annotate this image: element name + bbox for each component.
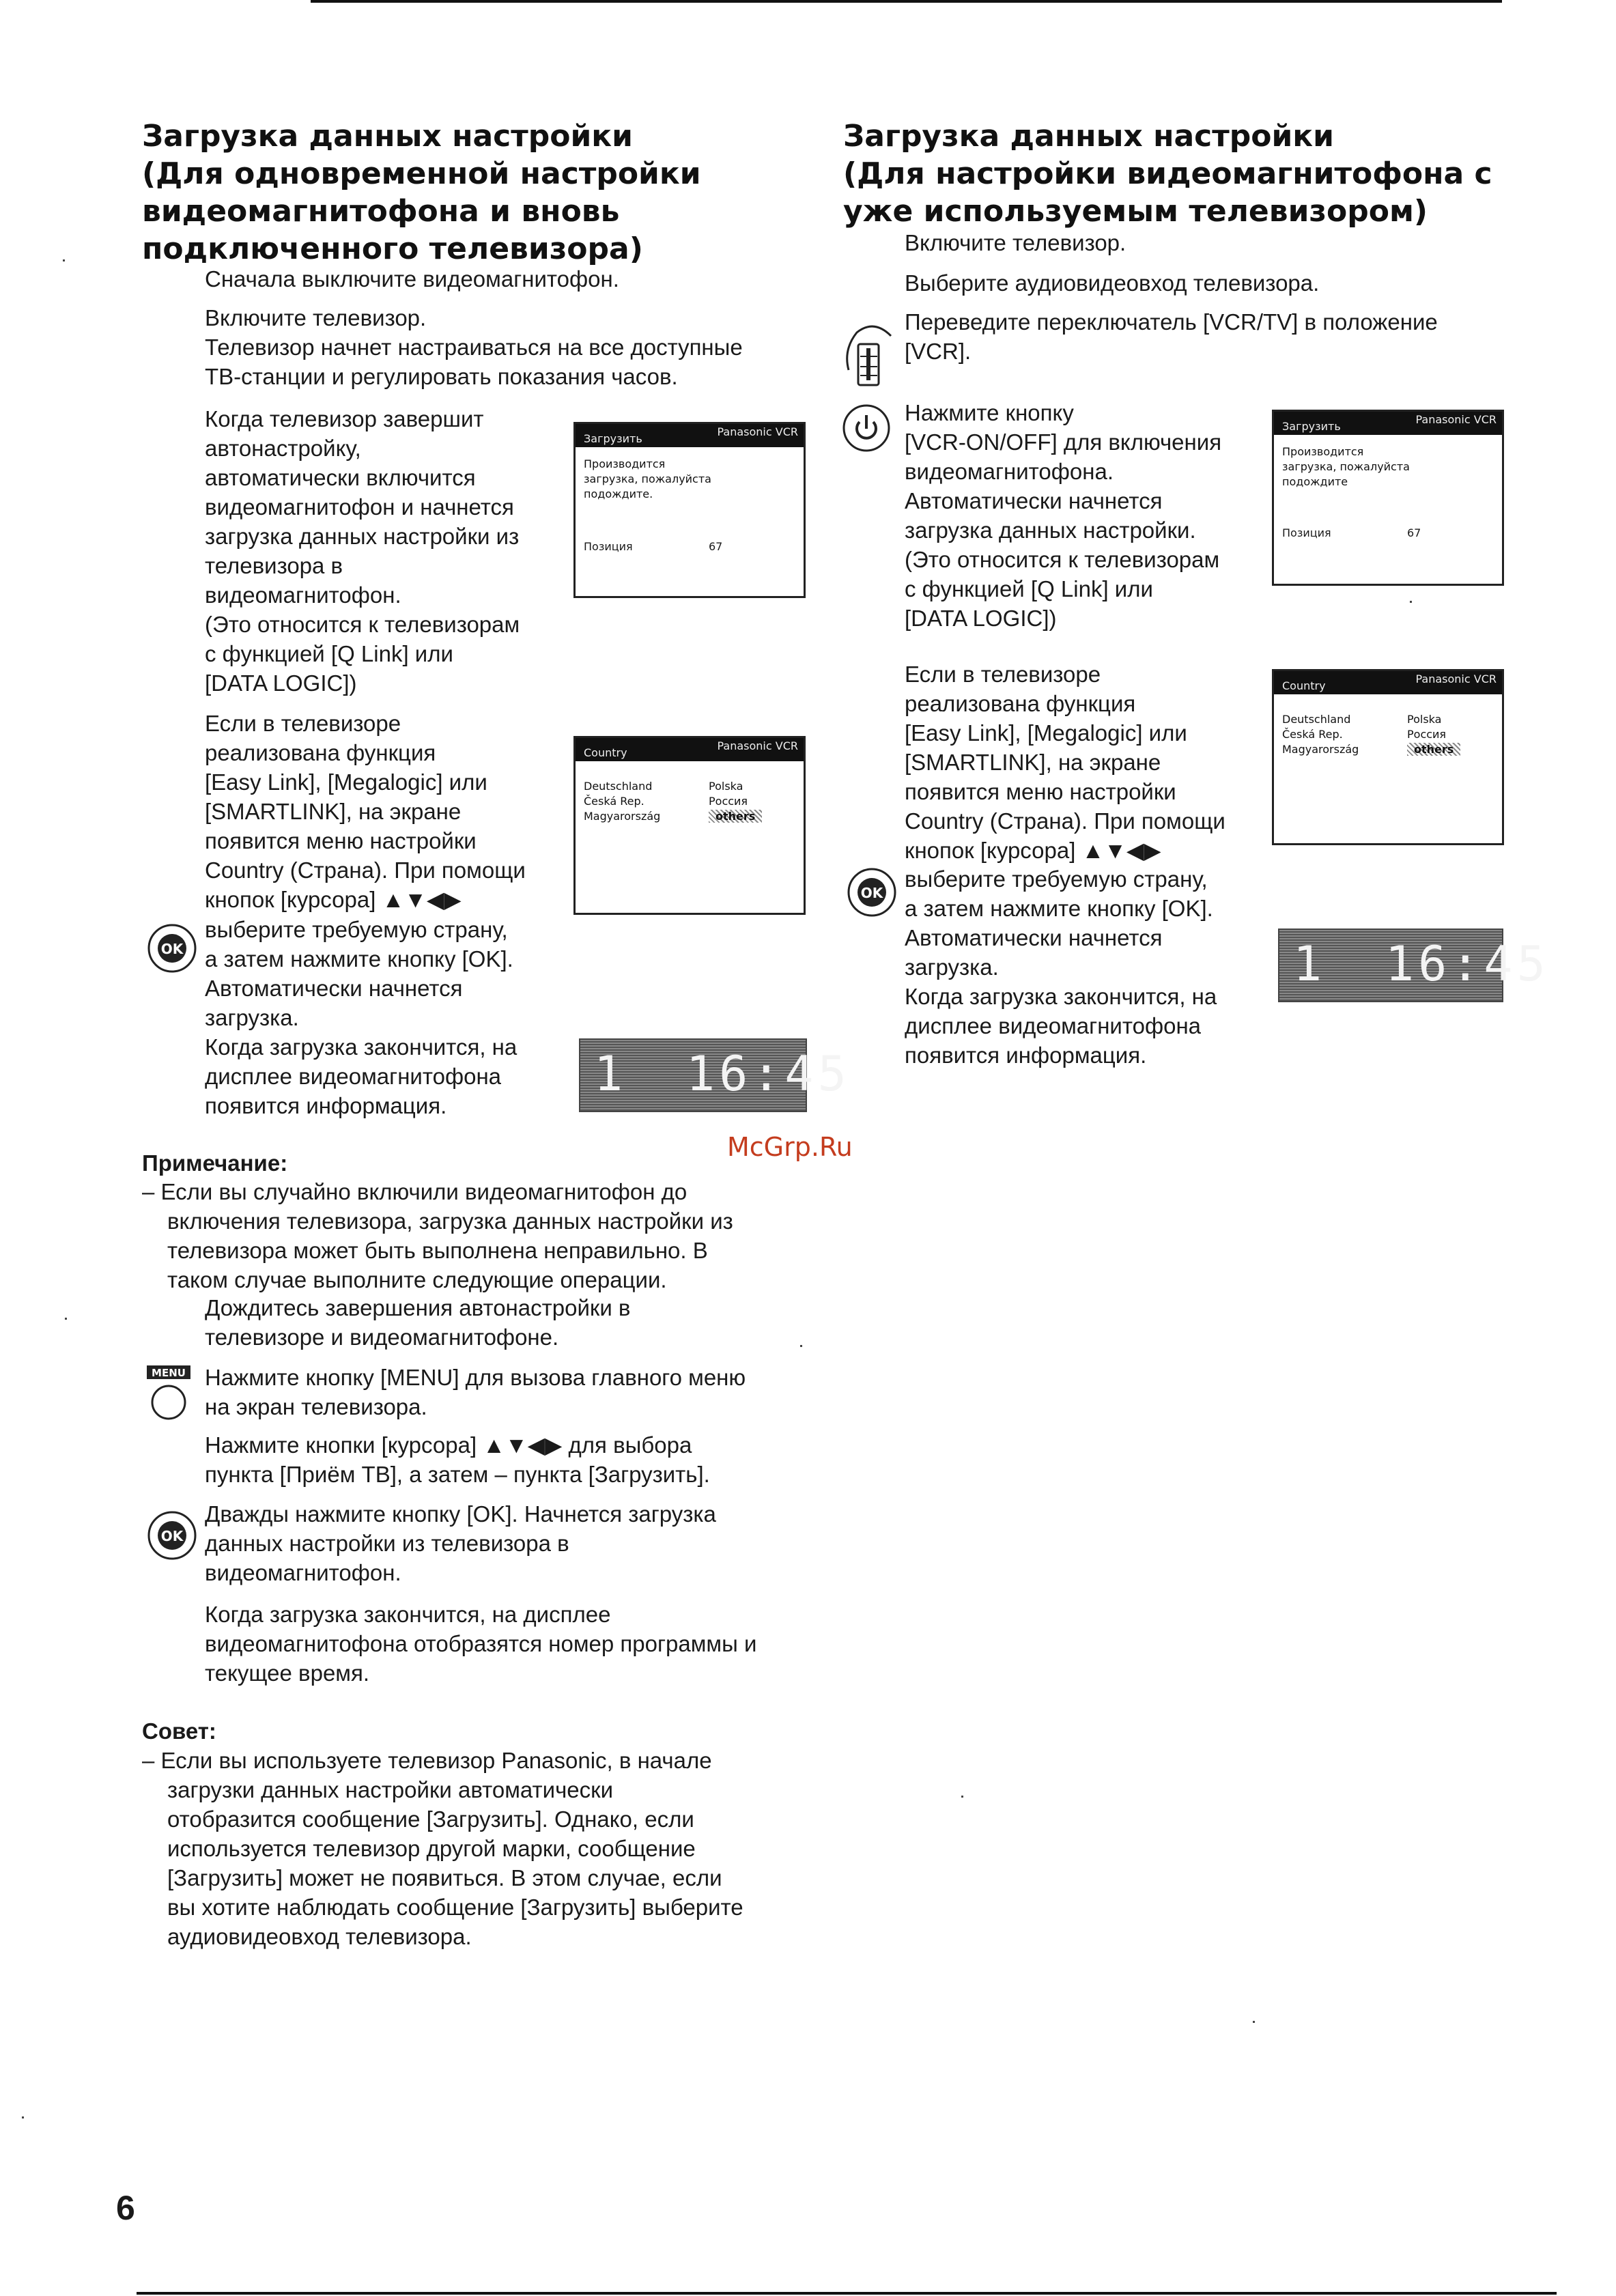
osd-brand: Panasonic VCR [717,739,798,752]
osd-brand: Panasonic VCR [717,425,798,438]
ok-button-icon [147,1510,197,1561]
page-number: 6 [116,2189,135,2227]
note-step-3: Нажмите кнопки [курсора] ▲▼◀▶ для выбора пункта [Приём ТВ], а затем – пункта [Загрузить]. [205,1432,710,1487]
left-step-4a: Если в телевизоре реализована функция [Easy Link], [Megalogic] или [SMARTLINK], на экране появится меню настройки Country (Страна). При помощи кнопок [курсора] ▲▼◀▶ [205,711,526,912]
country-item: Česká Rep. [584,795,644,808]
note-step-4: Дважды нажмите кнопку [OK]. Начнется загрузка данных настройки из телевизора в видеомагнитофон. [205,1501,716,1585]
left-step-2: Включите телевизор. Телевизор начнет настраиваться на все доступные ТВ-станции и регулировать показания часов. [205,305,743,389]
country-item: Россия [709,795,748,808]
osd-load-screen-right [1272,410,1504,586]
ok-button-icon [847,867,897,918]
bottom-rule [137,2292,1557,2295]
right-heading: Загрузка данных настройки (Для настройки видеомагнитофона с уже используемым телевизором) [843,119,1492,229]
scan-speck [800,1345,802,1347]
scan-speck [65,1318,67,1320]
osd-message: Производится загрузка, пожалуйста подождите [1282,445,1410,488]
country-item: Deutschland [1282,713,1351,726]
tip-title: Совет: [142,1718,216,1744]
vcr-display-left [579,1038,851,1112]
osd-position-value: 67 [709,540,723,553]
osd-title: Country [584,746,627,759]
right-step-2: Выберите аудиовидеовход телевизора. [905,270,1320,296]
menu-label: MENU [152,1367,186,1379]
menu-button-icon [145,1364,193,1421]
tip-bullet: – Если вы используете телевизор Panasonic, в начале загрузки данных настройки автоматически отобразится сообщение [Загрузить]. Однако, если используется телевизор другой марки, сообщение [Загрузить] может не появиться. В этом случае, если вы хотите наблюдать сообщение [Загрузить] выберите аудиовидеовход телевизора. [142,1748,743,1949]
scan-speck [63,259,65,261]
left-heading: Загрузка данных настройки (Для одновременной настройки видеомагнитофона и вновь подключенного телевизора) [142,119,701,266]
vcr-display-time: 16:45 [686,1046,851,1102]
left-step-4b: выберите требуемую страну, а затем нажмите кнопку [OK]. Автоматически начнется загрузка. Когда загрузка закончится, на дисплее видеомагнитофона появится информация. [205,917,518,1118]
country-list-col-1 [1282,712,1359,757]
country-item: Magyarország [1282,743,1359,756]
ok-label: OK [160,941,184,957]
note-step-5: Когда загрузка закончится, на дисплее видеомагнитофона отобразятся номер программы и текущее время. [205,1602,757,1686]
right-step-4: Нажмите кнопку [VCR-ON/OFF] для включения видеомагнитофона. Автоматически начнется загрузка данных настройки. (Это относится к телевизорам с функцией [Q Link] или [DATA LOGIC]) [905,400,1222,631]
vcr-tv-switch-icon [836,315,905,391]
osd-load-screen-left [573,422,806,598]
ok-label: OK [860,885,883,901]
osd-title-bar [576,738,804,761]
ok-button-icon [147,923,197,974]
power-button-icon [841,403,892,453]
osd-country-screen-right [1272,669,1504,845]
scan-speck [1253,2021,1255,2023]
country-item: Россия [1407,728,1447,741]
note-bullet: – Если вы случайно включили видеомагнитофон до включения телевизора, загрузка данных настройки из телевизора может быть выполнена неправильно. В таком случае выполните следующие операции. [142,1179,733,1292]
vcr-display-right [1278,929,1550,1002]
scan-speck [22,2116,24,2118]
country-item-selected: others [709,810,762,823]
osd-message: Производится загрузка, пожалуйста подождите. [584,457,711,500]
osd-position-label: Позиция [584,540,633,553]
osd-title-bar [1274,671,1502,694]
left-step-3: Когда телевизор завершит автонастройку, автоматически включится видеомагнитофон и начнется загрузка данных настройки из телевизора в видеомагнитофон. (Это относится к телевизорам с функцией [Q Link] или [DATA LOGIC]) [205,406,520,696]
osd-brand: Panasonic VCR [1415,413,1497,426]
note-step-1: Дождитесь завершения автонастройки в телевизоре и видеомагнитофоне. [205,1295,631,1350]
watermark: McGrp.Ru [727,1132,853,1162]
osd-country-screen-left [573,736,806,915]
country-item: Česká Rep. [1282,728,1343,741]
right-step-3: Переведите переключатель [VCR/TV] в положение [VCR]. [905,309,1438,364]
country-item: Polska [1407,713,1442,726]
scan-speck [961,1796,963,1798]
right-step-5b: выберите требуемую страну, а затем нажмите кнопку [OK]. Автоматически начнется загрузка. Когда загрузка закончится, на дисплее видеомагнитофона появится информация. [905,866,1217,1068]
right-step-5a: Если в телевизоре реализована функция [Easy Link], [Megalogic] или [SMARTLINK], на экране появится меню настройки Country (Страна). При помощи кнопок [курсора] ▲▼◀▶ [905,662,1225,863]
country-list-col-1 [584,779,660,824]
country-list-col-2 [709,779,762,824]
vcr-display-time: 16:45 [1385,936,1550,992]
country-item: Deutschland [584,780,653,793]
country-item-selected: others [1407,743,1460,756]
note-step-2: Нажмите кнопку [MENU] для вызова главного меню на экран телевизора. [205,1365,746,1419]
country-list-col-2 [1407,712,1460,757]
vcr-display-channel: 1 [1293,936,1322,992]
osd-position-label: Позиция [1282,526,1331,539]
ok-label: OK [160,1528,184,1544]
osd-title: Country [1282,679,1326,692]
scan-speck [1410,601,1412,603]
country-item: Magyarország [584,810,661,823]
osd-title: Загрузить [584,432,642,445]
country-item: Polska [709,780,743,793]
osd-title-bar [1274,412,1502,435]
vcr-display-channel: 1 [594,1046,623,1102]
osd-position-value: 67 [1407,526,1421,539]
osd-brand: Panasonic VCR [1415,672,1497,685]
right-step-1: Включите телевизор. [905,230,1126,255]
note-title: Примечание: [142,1150,288,1176]
top-rule [311,0,1502,3]
left-step-1: Сначала выключите видеомагнитофон. [205,266,619,292]
osd-title-bar [576,424,804,447]
osd-title: Загрузить [1282,420,1341,433]
